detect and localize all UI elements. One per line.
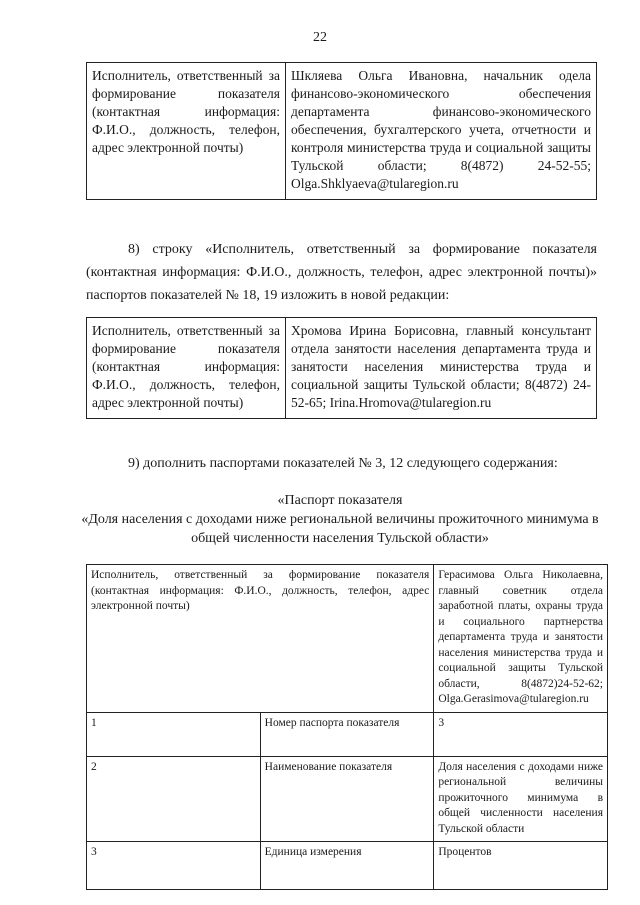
executor-value-cell: Шкляева Ольга Ивановна, начальник одела финансово-экономического обеспечения департамента финансово-экономического обеспечения, бухгалтерского учета, отчетности и контроля министерства труда и социальной защиты Тульской области; 8(4872) 24-52-55; Olga.Shklyaeva@tularegion.ru bbox=[286, 63, 597, 200]
executor-label-cell: Исполнитель, ответственный за формирование показателя (контактная информация: Ф.И.О., должность, телефон, адрес электронной почты) bbox=[87, 63, 286, 200]
table-row bbox=[87, 842, 608, 890]
passport-heading-title: «Паспорт показателя bbox=[277, 493, 403, 508]
row-number: 1 bbox=[87, 712, 261, 756]
table-row bbox=[87, 756, 608, 842]
passport-heading-subject: «Доля населения с доходами ниже региональной величины прожиточного минимума в общей численности населения Тульской области» bbox=[81, 512, 599, 546]
row-number: 2 bbox=[87, 756, 261, 842]
executor-table-hromova bbox=[86, 317, 597, 419]
row-label: Номер паспорта показателя bbox=[260, 712, 434, 756]
executor-value-cell: Герасимова Ольга Николаевна, главный советник отдела заработной платы, охраны труда и социального партнерства департамента труда и занятости населения министерства труда и социальной защиты Тульской области, 8(4872)24-52-62; Olga.Gerasimova@tularegion.ru bbox=[434, 565, 608, 713]
row-label: Единица измерения bbox=[260, 842, 434, 890]
passport-heading bbox=[70, 491, 610, 548]
page-number: 22 bbox=[313, 30, 327, 45]
amendment-paragraph-8: 8) строку «Исполнитель, ответственный за формирование показателя (контактная информация: Ф.И.О., должность, телефон, адрес электронной почты)» паспортов показателей № 18, 19 изложить в новой редакции: bbox=[86, 242, 597, 303]
executor-value-cell: Хромова Ирина Борисовна, главный консультант отдела занятости населения департамента труда и занятости населения министерства труда и социальной защиты Тульской области; 8(4872) 24-52-65; Irina.Hromova@tularegion.ru bbox=[286, 318, 597, 419]
table-row bbox=[87, 318, 597, 419]
row-value: 3 bbox=[434, 712, 608, 756]
passport-table bbox=[86, 564, 608, 890]
table-row bbox=[87, 63, 597, 200]
row-number: 3 bbox=[87, 842, 261, 890]
row-value: Процентов bbox=[434, 842, 608, 890]
row-label: Наименование показателя bbox=[260, 756, 434, 842]
table-row bbox=[87, 712, 608, 756]
executor-label-cell: Исполнитель, ответственный за формирование показателя (контактная информация: Ф.И.О., должность, телефон, адрес электронной почты) bbox=[87, 318, 286, 419]
executor-table-shklyaeva bbox=[86, 62, 597, 200]
amendment-paragraph-9: 9) дополнить паспортами показателей № 3, 12 следующего содержания: bbox=[128, 456, 558, 471]
executor-label-cell: Исполнитель, ответственный за формирование показателя (контактная информация: Ф.И.О., должность, телефон, адрес электронной почты) bbox=[87, 565, 434, 713]
table-row bbox=[87, 565, 608, 713]
row-value: Доля населения с доходами ниже региональной величины прожиточного минимума в общей численности населения Тульской области bbox=[434, 756, 608, 842]
